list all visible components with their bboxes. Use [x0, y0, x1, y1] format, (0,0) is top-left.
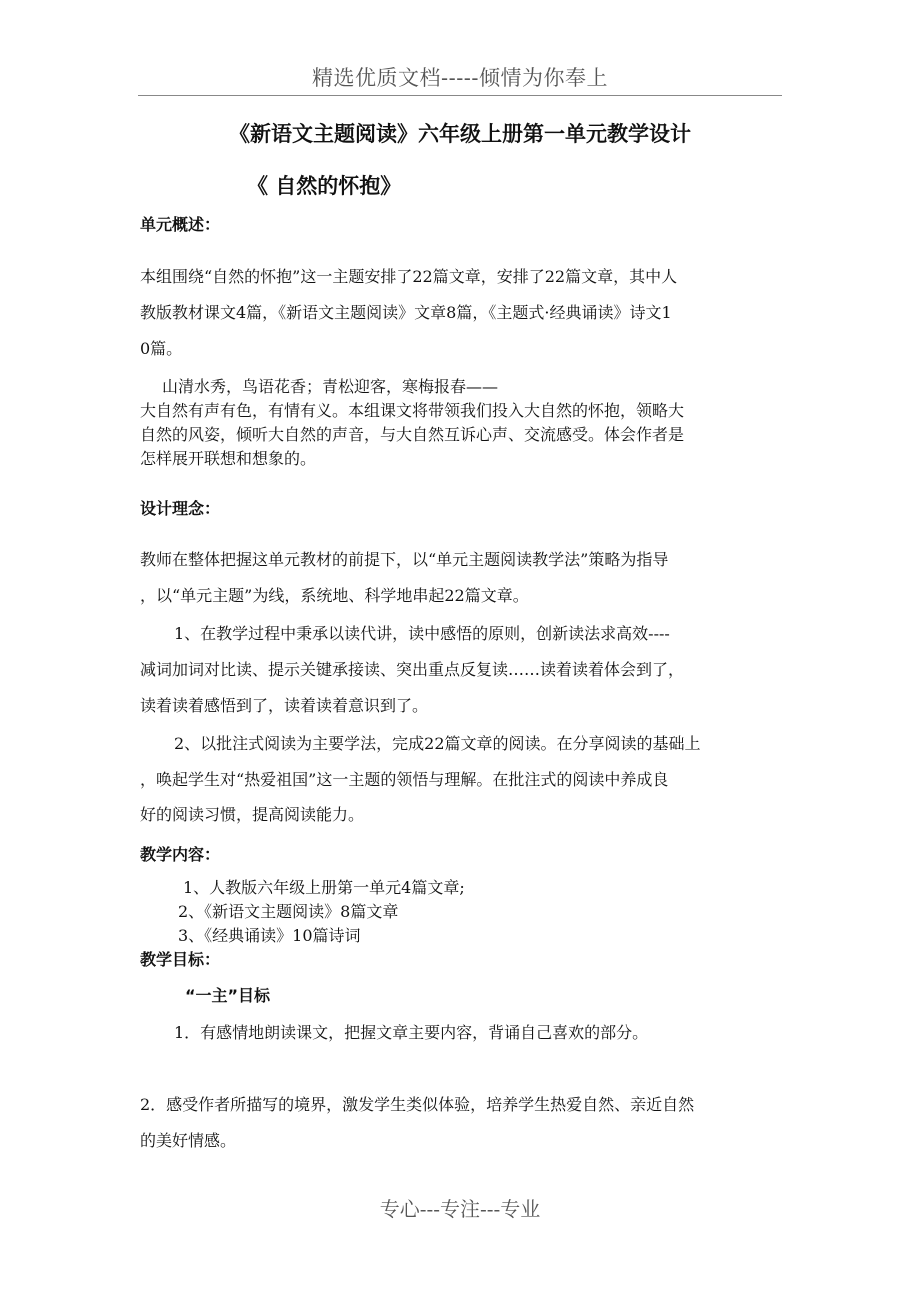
goal-item-line: 2．感受作者所描写的境界，激发学生类似体验，培养学生热爱自然、亲近自然	[140, 1095, 695, 1114]
content-heading: 教学内容：	[140, 845, 221, 864]
goal-item: 1．有感情地朗读课文，把握文章主要内容，背诵自己喜欢的部分。	[174, 1023, 649, 1042]
concept-point2-line: 2、以批注式阅读为主要学法，完成22篇文章的阅读。在分享阅读的基础上	[174, 734, 701, 753]
overview-poem-line: 山清水秀，鸟语花香；青松迎客，寒梅报春——	[162, 377, 499, 396]
content-item: 2、《新语文主题阅读》8篇文章	[178, 902, 399, 921]
overview-paragraph-line: 自然的风姿，倾听大自然的声音，与大自然互诉心声、交流感受。体会作者是	[140, 425, 685, 444]
document-subtitle: 《 自然的怀抱》	[247, 174, 402, 198]
goal-item-line: 的美好情感。	[140, 1131, 237, 1150]
concept-intro-line: 教师在整体把握这单元教材的前提下，以“单元主题阅读教学法”策略为指导	[140, 550, 669, 569]
page-footer: 专心---专注---专业	[379, 1197, 541, 1221]
document-title: 《新语文主题阅读》六年级上册第一单元教学设计	[229, 122, 691, 146]
concept-point1-line: 1、在教学过程中秉承以读代讲，读中感悟的原则，创新读法求高效----	[174, 624, 670, 643]
concept-point2-line: 好的阅读习惯，提高阅读能力。	[140, 805, 365, 824]
overview-paragraph-line: 怎样展开联想和想象的。	[140, 449, 317, 468]
goals-sub-heading: “一主”目标	[185, 986, 271, 1005]
overview-line: 教版教材课文4篇，《新语文主题阅读》文章8篇，《主题式·经典诵读》诗文1	[140, 303, 672, 322]
overview-line: 0篇。	[140, 339, 183, 358]
concept-intro-line: ，以“单元主题”为线，系统地、科学地串起22篇文章。	[140, 586, 529, 605]
concept-point1-line: 读着读着感悟到了，读着读着意识到了。	[140, 696, 429, 715]
overview-heading: 单元概述：	[140, 215, 221, 234]
content-item: 1、人教版六年级上册第一单元4篇文章;	[183, 878, 465, 897]
goals-heading: 教学目标：	[140, 950, 221, 969]
page-header: 精选优质文档-----倾情为你奉上	[312, 66, 608, 90]
concept-point1-line: 减词加词对比读、提示关键承接读、突出重点反复读……读着读着体会到了，	[140, 660, 685, 679]
overview-paragraph-line: 大自然有声有色，有情有义。本组课文将带领我们投入大自然的怀抱，领略大	[140, 401, 685, 420]
content-item: 3、《经典诵读》10篇诗词	[178, 926, 361, 945]
overview-line: 本组围绕“自然的怀抱”这一主题安排了22篇文章，安排了22篇文章，其中人	[140, 267, 678, 286]
header-divider	[138, 95, 782, 96]
concept-heading: 设计理念：	[140, 499, 221, 518]
concept-point2-line: ，唤起学生对“热爱祖国”这一主题的领悟与理解。在批注式的阅读中养成良	[140, 770, 669, 789]
